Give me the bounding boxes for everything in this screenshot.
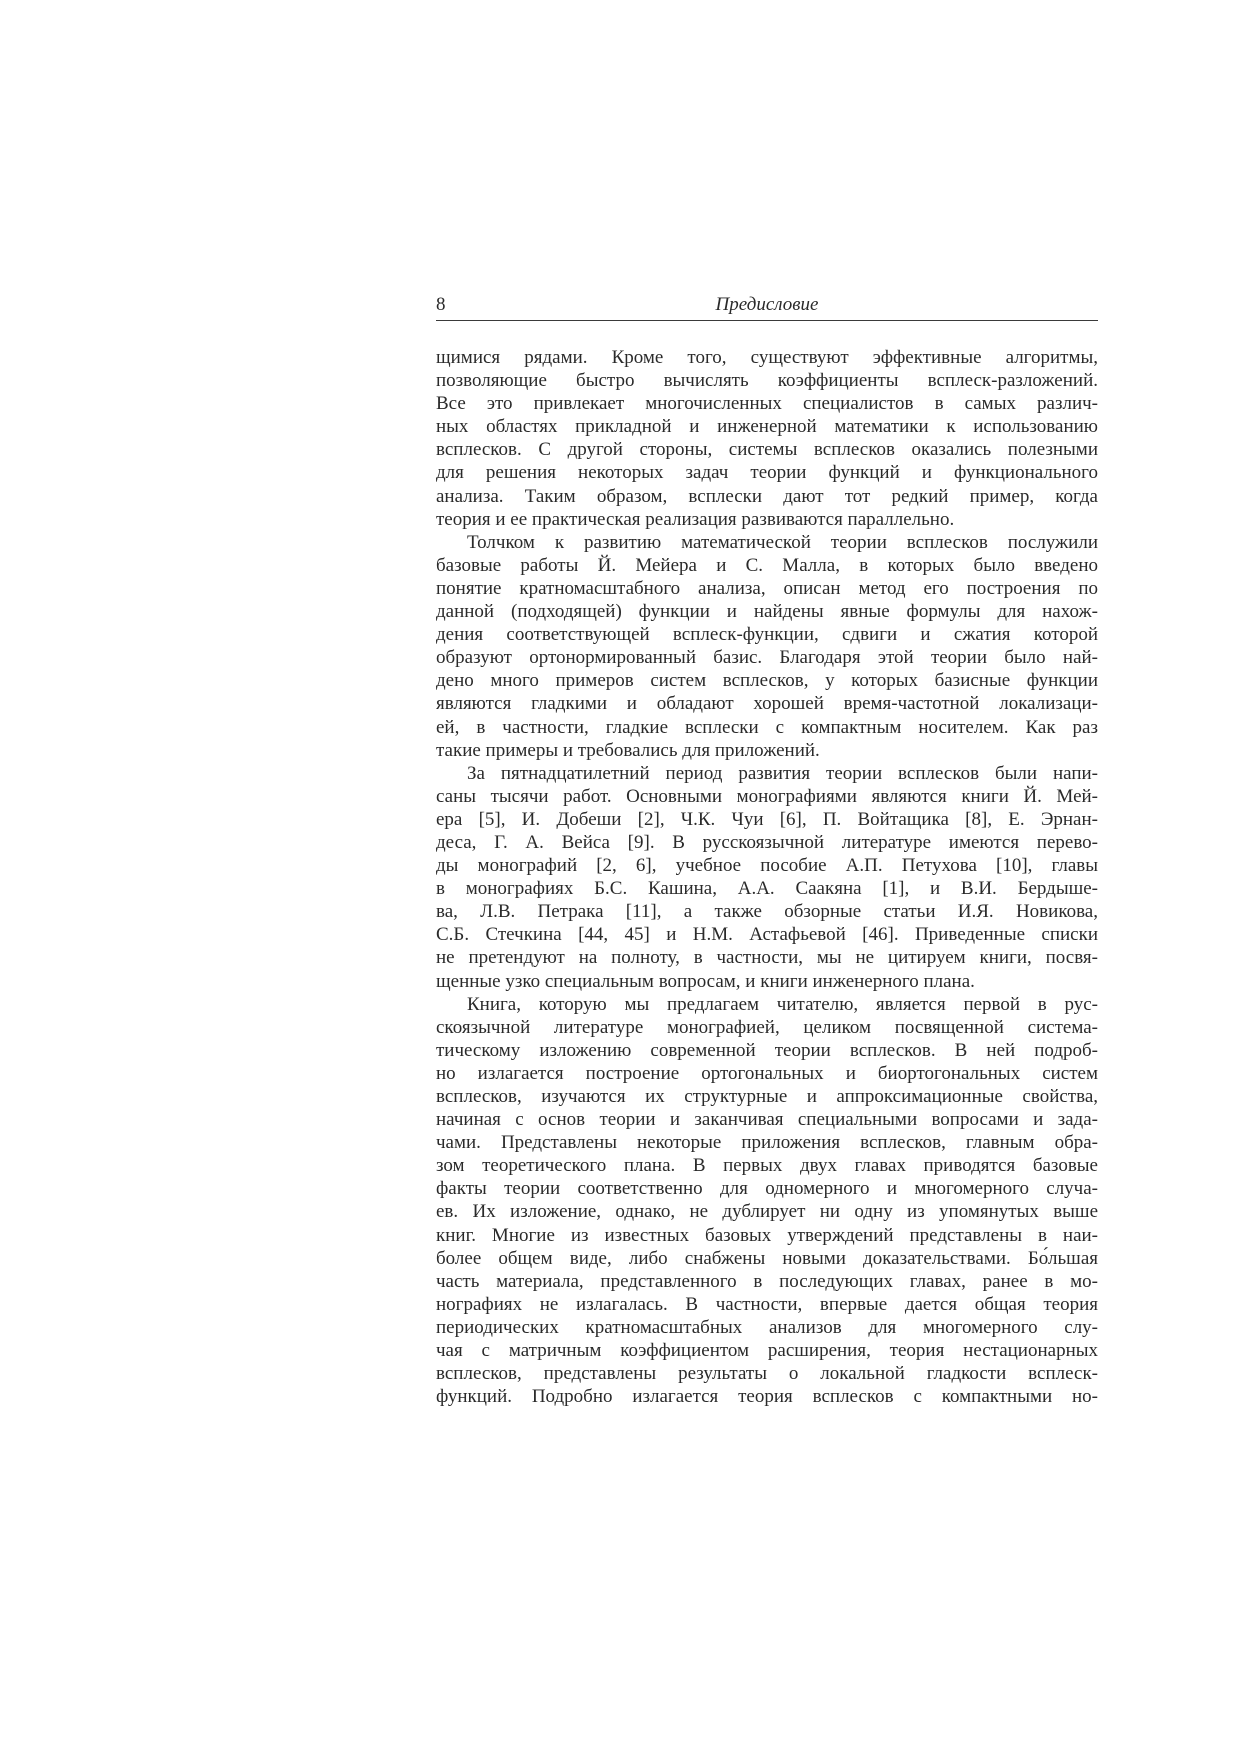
text-line: являются гладкими и обладают хорошей время-частотной локализаци-	[436, 693, 1098, 715]
text-line: образуют ортонормированный базис. Благодаря этой теории было най-	[436, 647, 1098, 669]
text-line: ва, Л.В. Петрака [11], а также обзорные статьи И.Я. Новикова,	[436, 901, 1098, 923]
text-line: ных областях прикладной и инженерной математики к использованию	[436, 416, 1098, 438]
text-line: ев. Их изложение, однако, не дублирует ни одну из упомянутых выше	[436, 1201, 1098, 1223]
text-line: чами. Представлены некоторые приложения всплесков, главным обра-	[436, 1132, 1098, 1154]
text-line: ды монографий [2, 6], учебное пособие А.П. Петухова [10], главы	[436, 855, 1098, 877]
text-line: начиная с основ теории и заканчивая специальными вопросами и зада-	[436, 1109, 1098, 1131]
body-text	[436, 346, 1098, 1408]
text-line: нографиях не излагалась. В частности, впервые дается общая теория	[436, 1293, 1098, 1315]
text-line: понятие кратномасштабного анализа, описан метод его построения по	[436, 577, 1098, 599]
text-line: щенные узко специальным вопросам, и книги инженерного плана.	[436, 970, 975, 992]
text-line: Все это привлекает многочисленных специалистов в самых различ-	[436, 393, 1098, 415]
text-line: С.Б. Стечкина [44, 45] и Н.М. Астафьевой [46]. Приведенные списки	[436, 924, 1098, 946]
text-line: ей, в частности, гладкие всплески с компактным носителем. Как раз	[436, 716, 1098, 738]
text-line: данной (подходящей) функции и найдены явные формулы для нахож-	[436, 601, 1098, 623]
text-line: всплесков, представлены результаты о локальной гладкости всплеск-	[436, 1363, 1098, 1385]
text-line: Книга, которую мы предлагаем читателю, является первой в рус-	[467, 993, 1098, 1015]
text-line: позволяющие быстро вычислять коэффициенты всплеск-разложений.	[436, 370, 1098, 392]
text-line: чая с матричным коэффициентом расширения, теория нестационарных	[436, 1340, 1098, 1362]
text-line: щимися рядами. Кроме того, существуют эффективные алгоритмы,	[436, 347, 1098, 368]
text-line: скоязычной литературе монографией, целиком посвященной система-	[436, 1016, 1098, 1038]
text-line: не претендуют на полноту, в частности, мы не цитируем книги, посвя-	[436, 947, 1098, 969]
page-number: 8	[436, 294, 446, 315]
text-line: деса, Г. А. Вейса [9]. В русскоязычной литературе имеются перево-	[436, 831, 1098, 853]
text-line: За пятнадцатилетний период развития теории всплесков были напи-	[467, 762, 1098, 784]
text-line: для решения некоторых задач теории функций и функционального	[436, 462, 1098, 484]
page-header	[436, 290, 1098, 321]
text-line: дения соответствующей всплеск-функции, сдвиги и сжатия которой	[436, 624, 1098, 646]
text-line: всплесков. С другой стороны, системы всплесков оказались полезными	[436, 439, 1098, 461]
text-line: функций. Подробно излагается теория всплесков с компактными но-	[436, 1386, 1098, 1408]
text-line: но излагается построение ортогональных и биортогональных систем	[436, 1062, 1098, 1084]
text-line: часть материала, представленного в последующих главах, ранее в мо-	[436, 1270, 1098, 1292]
text-line: факты теории соответственно для одномерного и многомерного случа-	[436, 1178, 1098, 1200]
text-line: в монографиях Б.С. Кашина, А.А. Саакяна [1], и В.И. Бердыше-	[436, 878, 1098, 900]
text-line: тическому изложению современной теории всплесков. В ней подроб-	[436, 1039, 1098, 1061]
text-line: базовые работы Й. Мейера и С. Малла, в которых было введено	[436, 554, 1098, 576]
text-line: ера [5], И. Добеши [2], Ч.К. Чуи [6], П. Войтащика [8], Е. Эрнан-	[436, 808, 1098, 830]
text-line: анализа. Таким образом, всплески дают тот редкий пример, когда	[436, 485, 1098, 507]
text-line: всплесков, изучаются их структурные и аппроксимационные свойства,	[436, 1086, 1098, 1107]
text-line: дено много примеров систем всплесков, у которых базисные функции	[436, 670, 1098, 692]
text-line: теория и ее практическая реализация развиваются параллельно.	[436, 508, 955, 530]
text-line: периодических кратномасштабных анализов для многомерного слу-	[436, 1316, 1098, 1338]
text-line: более общем виде, либо снабжены новыми доказательствами. Бо́льшая	[436, 1247, 1098, 1269]
text-line: книг. Многие из известных базовых утверждений представлены в наи-	[436, 1224, 1098, 1246]
text-line: Толчком к развитию математической теории всплесков послужили	[467, 531, 1098, 553]
running-title: Предисловие	[715, 294, 819, 315]
text-line: саны тысячи работ. Основными монографиями являются книги Й. Мей-	[436, 785, 1098, 807]
text-line: зом теоретического плана. В первых двух главах приводятся базовые	[436, 1155, 1098, 1177]
text-line: такие примеры и требовались для приложений.	[436, 739, 820, 761]
